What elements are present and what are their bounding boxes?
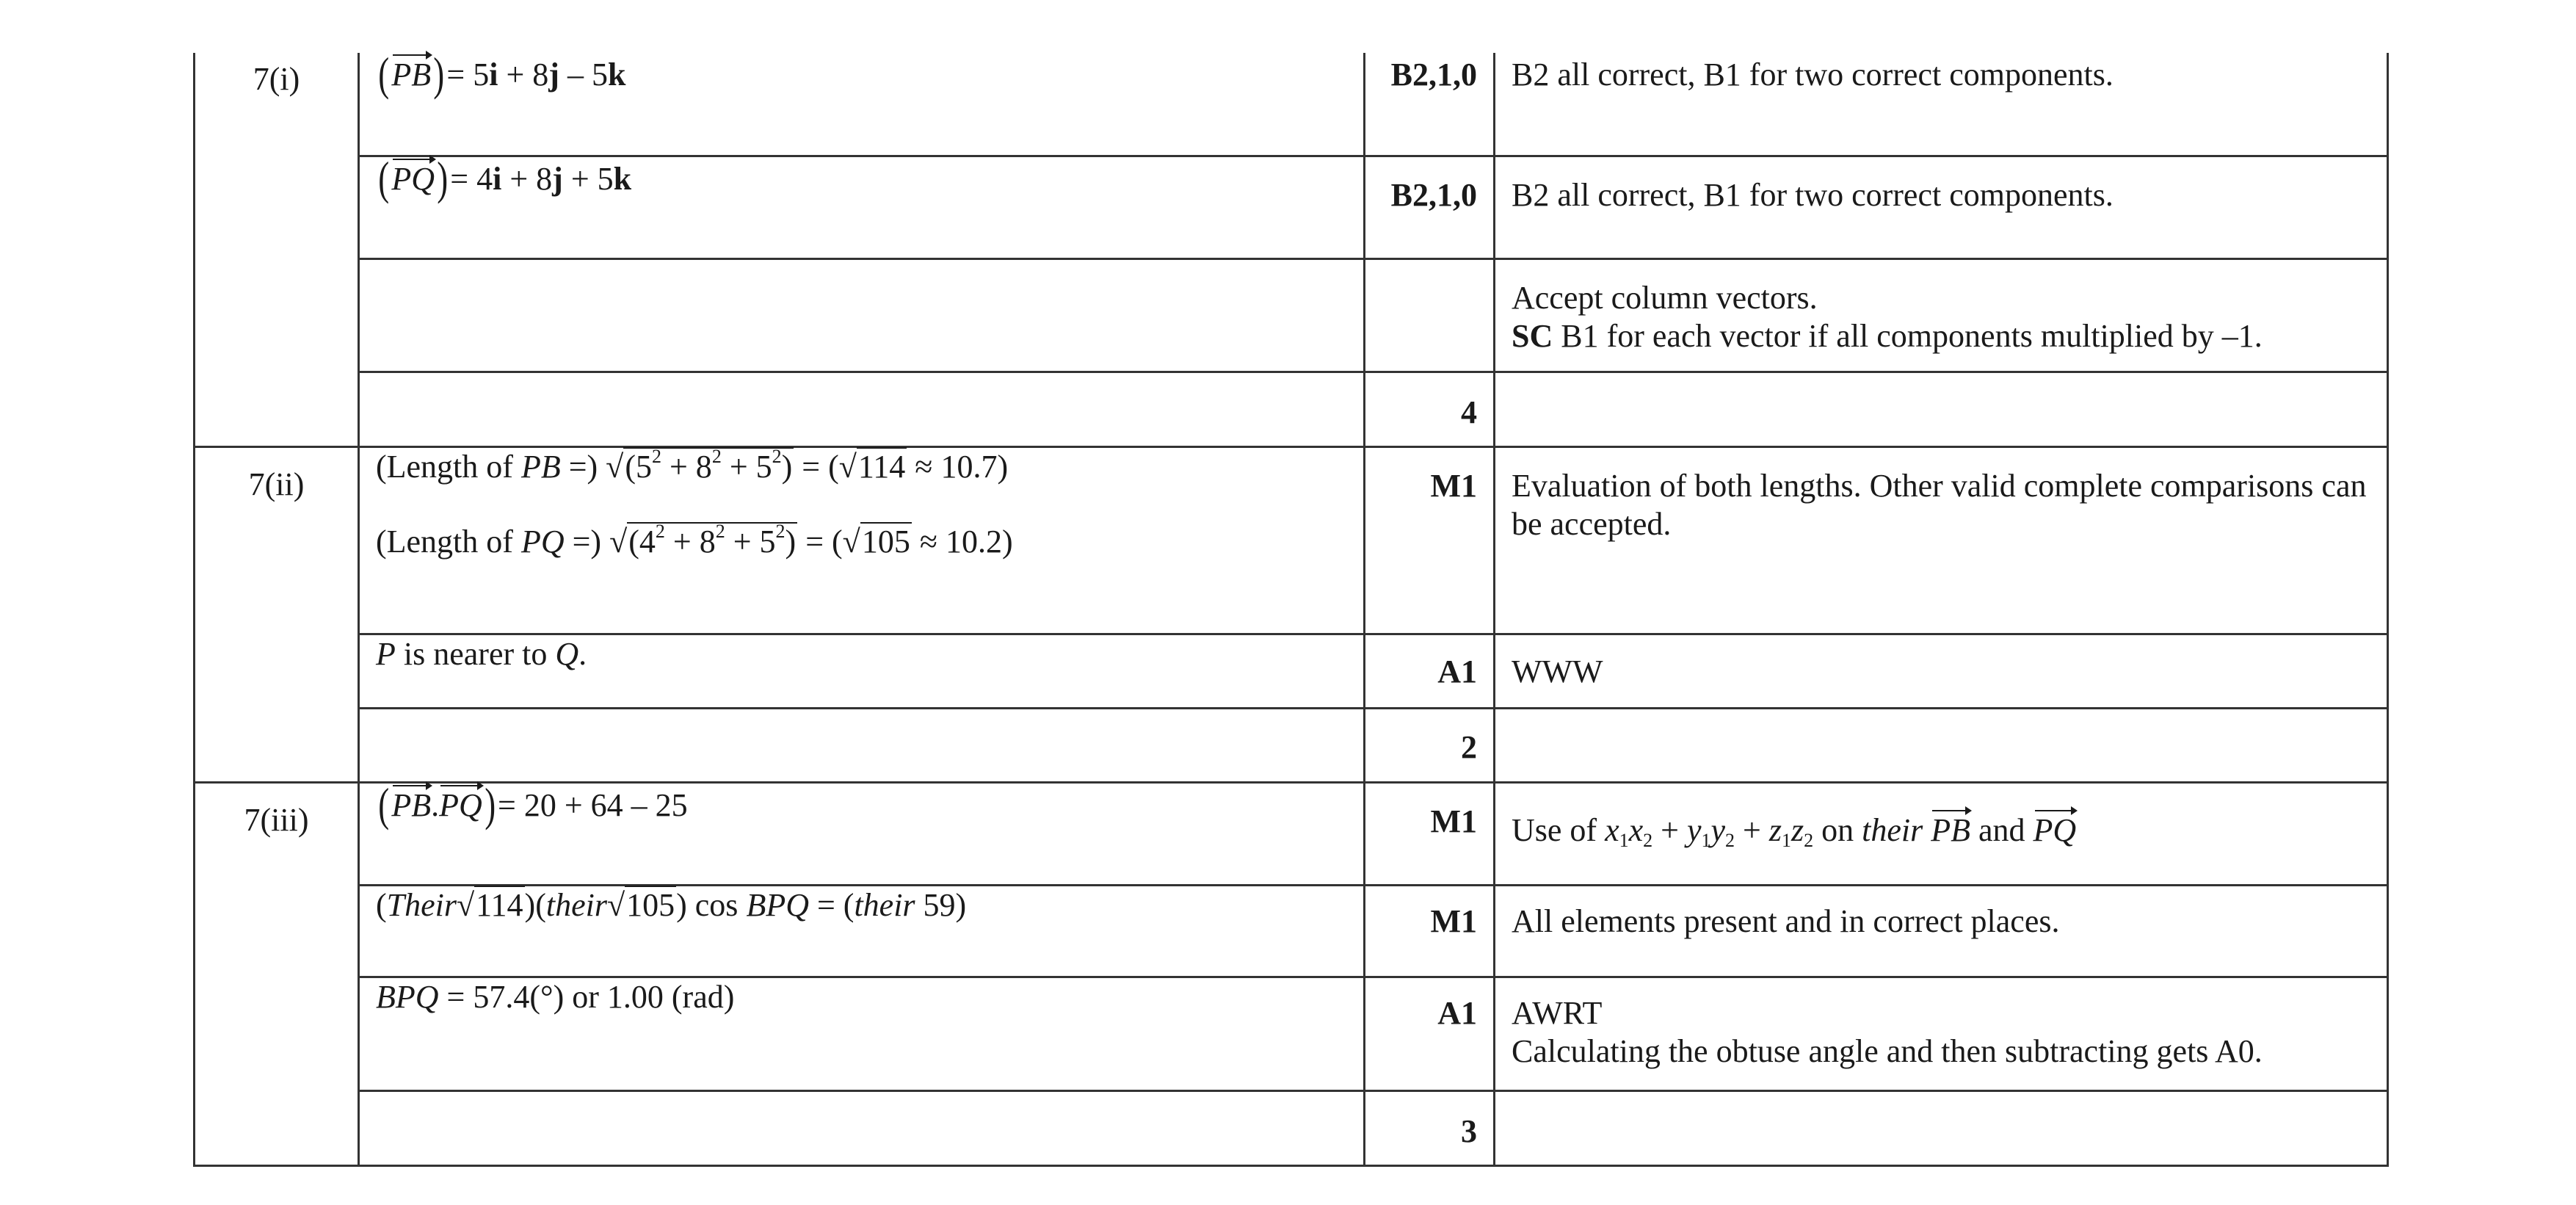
table-row xyxy=(195,1090,2388,1165)
text: Use of xyxy=(1512,811,1606,848)
text: =) xyxy=(560,448,606,485)
angle-var: BPQ xyxy=(376,978,439,1015)
question-label: 7(ii) xyxy=(195,446,359,782)
special-case-text: B1 for each vector if all components multiplied by –1. xyxy=(1561,317,2263,354)
table-row xyxy=(195,782,2388,885)
sqrt-value: 114 xyxy=(857,448,906,485)
pq-components: = 4i + 8j + 5k xyxy=(450,160,632,197)
table-row xyxy=(195,53,2388,156)
table-row xyxy=(195,258,2388,372)
text: and xyxy=(1978,811,2025,848)
text: is nearer to xyxy=(395,635,556,672)
special-case-label: SC xyxy=(1512,317,1553,354)
guidance-line: Calculating the obtuse angle and then subtracting gets A0. xyxy=(1512,1032,2263,1069)
answer-cell xyxy=(359,977,1365,1090)
table-row xyxy=(195,372,2388,446)
dot-product-expression: (PB.PQ)= 20 + 64 – 25 xyxy=(378,778,688,831)
sqrt-value: 105 xyxy=(861,523,910,560)
guidance-line xyxy=(1512,317,2387,355)
guidance-cell: Use of $x_1x_2 + y_1y_2 + z_1z_2$ on their PB and PQ xyxy=(1495,782,2388,885)
text: on xyxy=(1813,811,1862,848)
vector-pq: PQ xyxy=(2033,808,2077,850)
text: . xyxy=(578,635,587,672)
mark-cell: A1 xyxy=(1365,634,1495,708)
var-pb: PB xyxy=(520,448,561,485)
mark-cell: M1 xyxy=(1365,782,1495,885)
answer-cell xyxy=(359,258,1365,372)
answer-cell xyxy=(359,1090,1365,1165)
answer-cell xyxy=(359,778,1365,885)
total-mark: 2 xyxy=(1365,708,1495,782)
guidance-cell xyxy=(1495,977,2388,1090)
guidance-cell xyxy=(1495,708,2388,782)
table-row xyxy=(195,708,2388,782)
total-mark: 4 xyxy=(1365,372,1495,446)
text: =) xyxy=(564,523,610,560)
table-row xyxy=(195,156,2388,258)
var-p: P xyxy=(376,635,396,672)
text: cos xyxy=(694,886,739,923)
text: Their xyxy=(386,886,457,923)
vector-pb: PB xyxy=(391,784,431,825)
guidance-line: Accept column vectors. xyxy=(1512,279,1818,316)
question-label: 7(iii) xyxy=(195,782,359,1165)
guidance-cell: Evaluation of both lengths. Other valid complete comparisons can be accepted. xyxy=(1495,446,2388,634)
var-q: Q xyxy=(555,635,579,672)
angle-var: BPQ xyxy=(746,886,809,923)
answer-cell xyxy=(359,372,1365,446)
answer-cell xyxy=(359,446,1365,634)
text: their xyxy=(1862,811,1923,848)
table-row xyxy=(195,446,2388,634)
sqrt-value: 114 xyxy=(476,886,523,923)
text: their xyxy=(854,886,915,923)
pb-vector-expression: (PB)= 5i + 8j – 5k xyxy=(378,48,626,100)
mark-cell: B2,1,0 xyxy=(1365,156,1495,258)
text: their xyxy=(545,886,607,923)
angle-result: = 57.4(°) or 1.00 (rad) xyxy=(438,978,735,1015)
cos-expression: (Their√114)(their√105) cos BPQ = (their 59) xyxy=(376,886,967,923)
table-row xyxy=(195,634,2388,708)
answer-cell xyxy=(359,634,1365,708)
mark-cell: M1 xyxy=(1365,446,1495,634)
answer-cell xyxy=(359,48,1365,156)
guidance-cell: B2 all correct, B1 for two correct components. xyxy=(1495,53,2388,156)
mark-cell xyxy=(1365,258,1495,372)
total-mark: 3 xyxy=(1365,1090,1495,1165)
vector-pq: PQ xyxy=(439,784,482,825)
pq-vector-expression: (PQ)= 4i + 8j + 5k xyxy=(378,151,632,204)
vector-pq: PQ xyxy=(391,157,435,198)
guidance-cell xyxy=(1495,372,2388,446)
table-row xyxy=(195,885,2388,977)
answer-cell xyxy=(359,151,1365,258)
answer-cell xyxy=(359,885,1365,977)
vector-pb: PB xyxy=(391,53,431,94)
mark-cell: B2,1,0 xyxy=(1365,53,1495,156)
pb-components: = 5i + 8j – 5k xyxy=(446,57,626,93)
guidance-cell xyxy=(1495,1090,2388,1165)
mark-cell: A1 xyxy=(1365,977,1495,1090)
approx-value: ≈ 10.2) xyxy=(919,523,1013,560)
sqrt-value: 105 xyxy=(626,886,675,923)
guidance-cell: B2 all correct, B1 for two correct components. xyxy=(1495,156,2388,258)
answer-cell xyxy=(359,708,1365,782)
question-label: 7(i) xyxy=(195,53,359,446)
text: 59) xyxy=(915,886,967,923)
table-row xyxy=(195,977,2388,1090)
mark-cell: M1 xyxy=(1365,885,1495,977)
var-pq: PQ xyxy=(520,523,565,560)
dot-product-value: = 20 + 64 – 25 xyxy=(498,786,688,823)
text: (Length of xyxy=(376,523,521,560)
guidance-cell xyxy=(1495,258,2388,372)
length-pq-line: (Length of PQ =) $√(4^2 + 8^2 + 5^2) = (√105 \approx 10.2)$ xyxy=(376,520,1013,560)
length-pb-line: (Length of PB =) $√(5^2 + 8^2 + 5^2) = (√114 \approx 10.7)$ xyxy=(376,445,1009,485)
vector-pb: PB xyxy=(1931,808,1970,850)
guidance-line: AWRT xyxy=(1512,994,1603,1031)
guidance-cell: All elements present and in correct places. xyxy=(1495,885,2388,977)
guidance-cell: WWW xyxy=(1495,634,2388,708)
text: = ( xyxy=(808,886,855,923)
approx-value: ≈ 10.7) xyxy=(915,448,1009,485)
text: (Length of xyxy=(376,448,521,485)
mark-scheme-table xyxy=(193,48,2389,1167)
